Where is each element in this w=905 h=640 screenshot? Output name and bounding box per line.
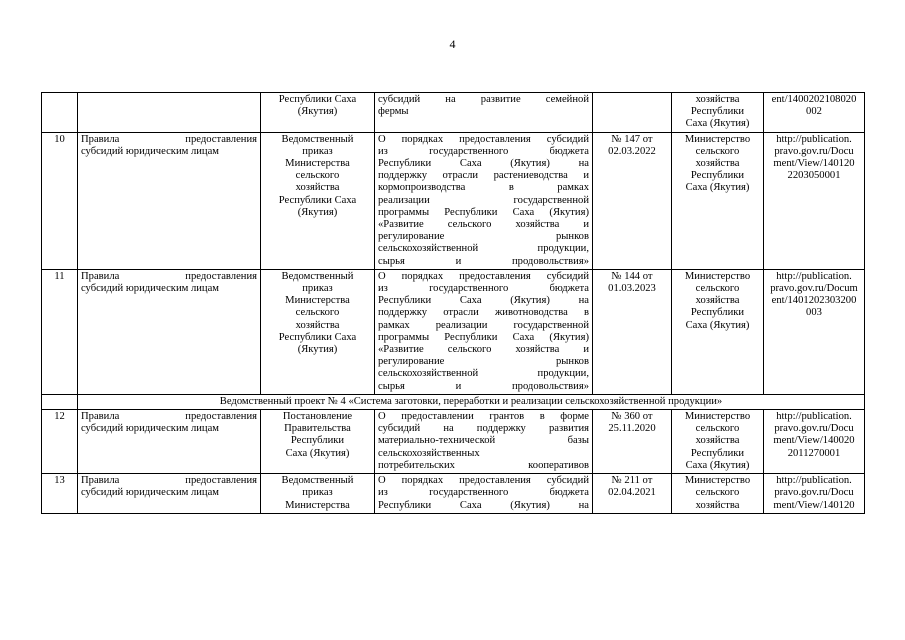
document-type (261, 474, 375, 514)
document-title-line: О порядках предоставления субсидий (378, 270, 589, 282)
table-row (42, 132, 865, 269)
regulations-table (41, 92, 865, 514)
document-number-date-line: № 144 от (611, 270, 653, 282)
issuing-body-line: хозяйства (695, 499, 740, 511)
document-type-line: сельского (295, 170, 340, 182)
document-type-line: Министерства (285, 158, 350, 170)
issuing-body (672, 269, 764, 394)
document-number-date-line: 25.11.2020 (608, 423, 656, 435)
publication-link-line: 003 (806, 307, 822, 319)
section-row-number (42, 394, 78, 409)
rule-name (78, 269, 261, 394)
publication-link (764, 132, 865, 269)
publication-link (764, 269, 865, 394)
document-type-line: Правительства (284, 423, 351, 435)
document-title-line: регулирование рынков (378, 231, 589, 243)
rule-name-line: Правила предоставления (81, 411, 257, 423)
document-title-line: субсидий на поддержку развития (378, 423, 589, 435)
document-title-line: О порядках предоставления субсидий (378, 475, 589, 487)
issuing-body-line: Министерство (684, 411, 751, 423)
issuing-body-line: Саха (Якутия) (685, 182, 750, 194)
row-number: 11 (42, 269, 78, 394)
document-title (375, 269, 593, 394)
table-row (42, 474, 865, 514)
publication-link-line: 2011270001 (787, 447, 841, 459)
document-type-line: Постановление (282, 411, 353, 423)
issuing-body-line: Республики (690, 447, 745, 459)
document-title-line: из государственного бюджета (378, 283, 589, 295)
publication-link-line: ent/1401202303200 (771, 295, 857, 307)
document-number-date-line: 02.04.2021 (608, 487, 656, 499)
issuing-body-line: Республики (690, 106, 745, 118)
rule-name (78, 474, 261, 514)
issuing-body (672, 93, 764, 133)
document-number-date-line: 02.03.2022 (608, 145, 656, 157)
publication-link-line: http://publication. (776, 133, 852, 145)
document-title-line: сырья и продовольствия» (378, 255, 589, 267)
issuing-body-line: сельского (695, 487, 740, 499)
document-title-line: Республики Саха (Якутия) на (378, 295, 589, 307)
publication-link (764, 474, 865, 514)
document-type-line: (Якутия) (297, 106, 338, 118)
document-type-line: сельского (295, 307, 340, 319)
document-title-line: О порядках предоставления субсидий (378, 133, 589, 145)
document-title-line: из государственного бюджета (378, 487, 589, 499)
document-number-date (593, 474, 672, 514)
document-number-date-line: № 360 от (611, 411, 653, 423)
issuing-body-line: Министерство (684, 133, 751, 145)
document-title-line: сырья и продовольствия» (378, 380, 589, 392)
document-title-line: поддержку отрасли растениеводства и (378, 170, 589, 182)
document-type-line: приказ (302, 283, 333, 295)
document-title-line: Республики Саха (Якутия) на (378, 499, 589, 511)
document-type (261, 132, 375, 269)
table-row (42, 410, 865, 474)
document-type (261, 410, 375, 474)
document-number-date (593, 269, 672, 394)
document-type-line: Республики Саха (278, 94, 357, 105)
document-type-line: Саха (Якутия) (285, 447, 350, 459)
issuing-body-line: сельского (695, 423, 740, 435)
publication-link-line: pravo.gov.ru/Docu (774, 145, 854, 157)
publication-link-line: http://publication. (776, 475, 852, 487)
document-title-line: сельскохозяйственной продукции, (378, 368, 589, 380)
document-title-line: программы Республики Саха (Якутия) (378, 206, 589, 218)
document-title-line: субсидий на развитие семейной (378, 94, 589, 105)
document-number-date-line: № 211 от (611, 475, 653, 487)
document-type-line: хозяйства (295, 319, 340, 331)
rule-name-line: Правила предоставления (81, 270, 257, 282)
document-title-line: регулирование рынков (378, 356, 589, 368)
publication-link-line: pravo.gov.ru/Docu (774, 487, 854, 499)
publication-link-line: ment/View/140120 (773, 499, 855, 511)
document-title (375, 132, 593, 269)
rule-name (78, 410, 261, 474)
document-title-line: сельскохозяйственной продукции, (378, 243, 589, 255)
page-number: 4 (449, 37, 456, 51)
document-title-line: кормопроизводства в рамках (378, 182, 589, 194)
section-row (42, 394, 865, 409)
document-type-line: Республики (290, 435, 345, 447)
document-type-line: Ведомственный (281, 133, 354, 145)
document-type-line: хозяйства (295, 182, 340, 194)
table-row (42, 269, 865, 394)
document-type-line: (Якутия) (297, 206, 338, 218)
rule-name-line: субсидий юридическим лицам (81, 423, 219, 435)
document-title-line: фермы (378, 106, 409, 118)
table-row (42, 93, 865, 133)
section-title: Ведомственный проект № 4 «Система заготовки, переработки и реализации сельскохозяйственной продукции» (78, 394, 865, 409)
issuing-body-line: хозяйства (695, 158, 740, 170)
document-title-line: из государственного бюджета (378, 145, 589, 157)
document-type-line: приказ (302, 145, 333, 157)
document-title (375, 410, 593, 474)
document-type-line: (Якутия) (297, 344, 338, 356)
issuing-body-line: Саха (Якутия) (685, 118, 750, 130)
document-type-line: Республики Саха (278, 331, 357, 343)
document-number-date (593, 410, 672, 474)
issuing-body-line: сельского (695, 145, 740, 157)
publication-link-line: http://publication. (776, 270, 852, 282)
row-number: 13 (42, 474, 78, 514)
issuing-body-line: Саха (Якутия) (685, 459, 750, 471)
document-type-line: Министерства (285, 499, 350, 511)
document-title-line: программы Республики Саха (Якутия) (378, 331, 589, 343)
issuing-body-line: Министерство (684, 475, 751, 487)
publication-link-line: ent/1400202108020 (771, 94, 857, 105)
publication-link-line: pravo.gov.ru/Docum (770, 283, 858, 295)
issuing-body-line: сельского (695, 283, 740, 295)
document-title-line: реализации государственной (378, 194, 589, 206)
document-type (261, 269, 375, 394)
issuing-body (672, 410, 764, 474)
rule-name (78, 93, 261, 133)
document-number-date-line: 01.03.2023 (608, 283, 656, 295)
issuing-body-line: хозяйства (695, 295, 740, 307)
document-title-line: Республики Саха (Якутия) на (378, 158, 589, 170)
document-type-line: Республики Саха (278, 194, 357, 206)
document-type-line: приказ (302, 487, 333, 499)
document-title-line: материально-технической базы (378, 435, 589, 447)
publication-link-line: http://publication. (776, 411, 852, 423)
row-number: 10 (42, 132, 78, 269)
issuing-body (672, 132, 764, 269)
document-title-line: «Развитие сельского хозяйства и (378, 344, 589, 356)
document-title-line: О предоставлении грантов в форме (378, 411, 589, 423)
publication-link (764, 410, 865, 474)
publication-link-line: ment/View/140020 (773, 435, 855, 447)
rule-name-line: Правила предоставления (81, 475, 257, 487)
issuing-body-line: Республики (690, 307, 745, 319)
document-type-line: Ведомственный (281, 270, 354, 282)
issuing-body (672, 474, 764, 514)
publication-link-line: pravo.gov.ru/Docu (774, 423, 854, 435)
issuing-body-line: хозяйства (695, 435, 740, 447)
document-title-line: «Развитие сельского хозяйства и (378, 219, 589, 231)
document-type-line: Министерства (285, 295, 350, 307)
issuing-body-line: Саха (Якутия) (685, 319, 750, 331)
row-number (42, 93, 78, 133)
rule-name-line: субсидий юридическим лицам (81, 487, 219, 499)
issuing-body-line: Министерство (684, 270, 751, 282)
publication-link-line: 002 (806, 106, 822, 118)
row-number: 12 (42, 410, 78, 474)
document-number-date (593, 93, 672, 133)
issuing-body-line: хозяйства (695, 94, 740, 105)
document-title-line: рамках реализации государственной (378, 319, 589, 331)
publication-link-line: 2203050001 (787, 170, 841, 182)
document-number-date-line: № 147 от (611, 133, 653, 145)
document-title-line: сельскохозяйственных (378, 447, 480, 459)
rule-name-line: субсидий юридическим лицам (81, 283, 219, 295)
document-number-date (593, 132, 672, 269)
document-type (261, 93, 375, 133)
issuing-body-line: Республики (690, 170, 745, 182)
rule-name (78, 132, 261, 269)
publication-link-line: ment/View/140120 (773, 158, 855, 170)
document-title-line: поддержку отрасли животноводства в (378, 307, 589, 319)
document-title-line: потребительских кооперативов (378, 459, 589, 471)
rule-name-line: субсидий юридическим лицам (81, 145, 219, 157)
publication-link (764, 93, 865, 133)
document-title (375, 93, 593, 133)
document-type-line: Ведомственный (281, 475, 354, 487)
document-title (375, 474, 593, 514)
rule-name-line: Правила предоставления (81, 133, 257, 145)
